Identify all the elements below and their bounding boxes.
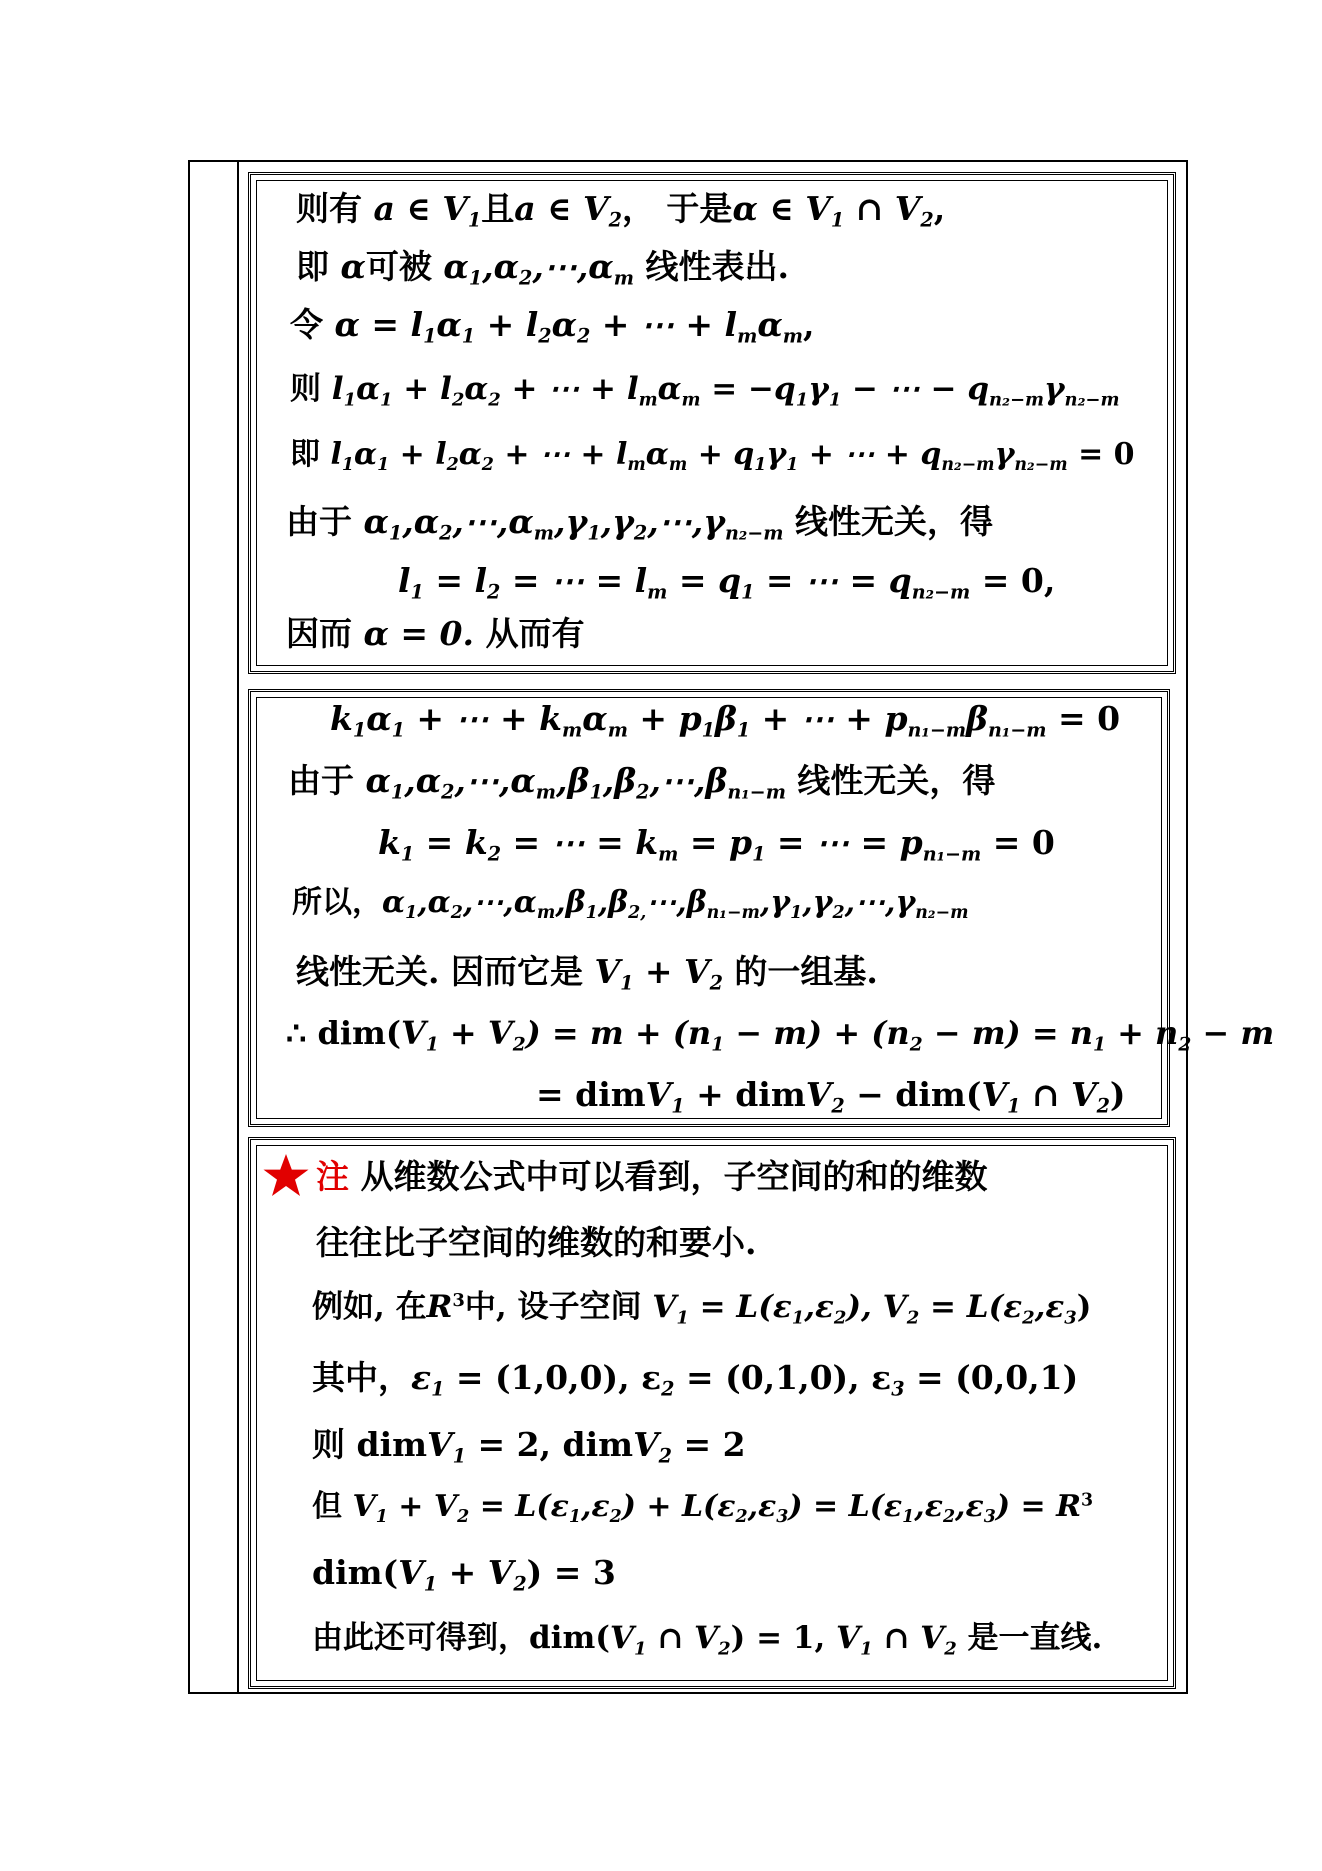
note-label: 注 (316, 1157, 349, 1196)
box2-line6: ∴ $dim(V_1 + V_2) = m + (n_1 - m) + (n_2 - m) = n_1 + n_2 - m$ (286, 1014, 1275, 1056)
box1-line7: $l_1 = l_2$ = ⋯ = $l_m = q_1$ = ⋯ = $q_{n_2-m} = 0$, (398, 561, 1056, 604)
box1-line3: 令 $\alpha = l_1\alpha_1 + l_2\alpha_2$ + ⋯ + $l_m\alpha_m$, (290, 305, 815, 348)
note-line7: $dim(V_1 + V_2) = 3$ (312, 1553, 616, 1596)
note-line8: 由此还可得到，$dim(V_1$ ∩ $V_2) = 1$, $V_1$ ∩ $V_2$ 是一直线. (312, 1620, 1103, 1660)
box1-line6: 由于 $\alpha_1,\alpha_2,\cdots,\alpha_m,\gamma_1,\gamma_2,\cdots,\gamma_{n_2-m}$ 线性无关，得 (286, 502, 994, 545)
note-line2: 往往比子空间的维数的和要小. (316, 1223, 757, 1262)
box2-line4: 所以，$\alpha_1,\alpha_2,\cdots,\alpha_m,\beta_1,\beta_{2,}\cdots,\beta_{n_1-m},\gamma_1,\gamma_2,\cdots,\gamma_{n_2-m}$ (292, 885, 969, 924)
box1-line2: 即 α可被 $\alpha_1,\alpha_2,\cdots,\alpha_m$ 线性表出. (296, 247, 789, 290)
box2-line7: = dimV$_1$ + dimV$_2$ − $dim(V_1$ ∩ $V_2$) (536, 1075, 1126, 1118)
note-line4: 其中，$\varepsilon_1 = (1,0,0)$, $\varepsilon_2 = (0,1,0)$, $\varepsilon_3 = (0,0,1)$ (312, 1358, 1079, 1401)
box1-line4: 则 $l_1\alpha_1 + l_2\alpha_2$ + ⋯ + $l_m\alpha_m = -q_1\gamma_1$ − ⋯ − $q_{n_2-m}\gamma_{n_2-m}$ (290, 371, 1120, 411)
note-line5: 则 dimV$_1$ = 2, dimV$_2$ = 2 (312, 1425, 746, 1468)
box2-line1: $k_1\alpha_1$ + ⋯ + $k_m\alpha_m + p_1\beta_1$ + ⋯ + $p_{n_1-m}\beta_{n_1-m} = 0$ (330, 699, 1121, 742)
box1-line8: 因而 α = 0. 从而有 (286, 614, 585, 653)
note-line6: 但 $V_1 + V_2 = L(\varepsilon_1,\varepsilon_2) + L(\varepsilon_2,\varepsilon_3) = L(\varepsilon_1,\varepsilon_2,\varepsilon_3) = R^3$ (312, 1489, 1094, 1528)
box1-line5: 即 $l_1\alpha_1 + l_2\alpha_2$ + ⋯ + $l_m\alpha_m + q_1\gamma_1$ + ⋯ + $q_{n_2-m}\gamma_{n_2-m} = 0$ (290, 437, 1135, 476)
box2-line5: 线性无关. 因而它是 $V_1 + V_2$ 的一组基. (296, 952, 878, 995)
box2-line2: 由于 $\alpha_1,\alpha_2,\cdots,\alpha_m,\beta_1,\beta_2,\cdots,\beta_{n_1-m}$ 线性无关，得 (288, 761, 996, 804)
table-left-column-divider (237, 160, 239, 1694)
box1-line1: 则有 a ∈ $V_1$且a ∈ $V_2$， 于是α ∈ $V_1$ ∩ $V_2$, (296, 189, 946, 232)
red-star-icon (262, 1152, 310, 1200)
box2-line3: $k_1 = k_2$ = ⋯ = $k_m = p_1$ = ⋯ = $p_{n_1-m} = 0$ (378, 823, 1055, 866)
note-box (248, 1137, 1176, 1689)
note-line1: 注 从维数公式中可以看到，子空间的和的维数 (316, 1157, 988, 1196)
note-line3: 例如, 在$R^3$中, 设子空间 $V_1 = L(\varepsilon_1,\varepsilon_2)$, $V_2 = L(\varepsilon_2,\varepsilon_3)$ (312, 1289, 1092, 1329)
